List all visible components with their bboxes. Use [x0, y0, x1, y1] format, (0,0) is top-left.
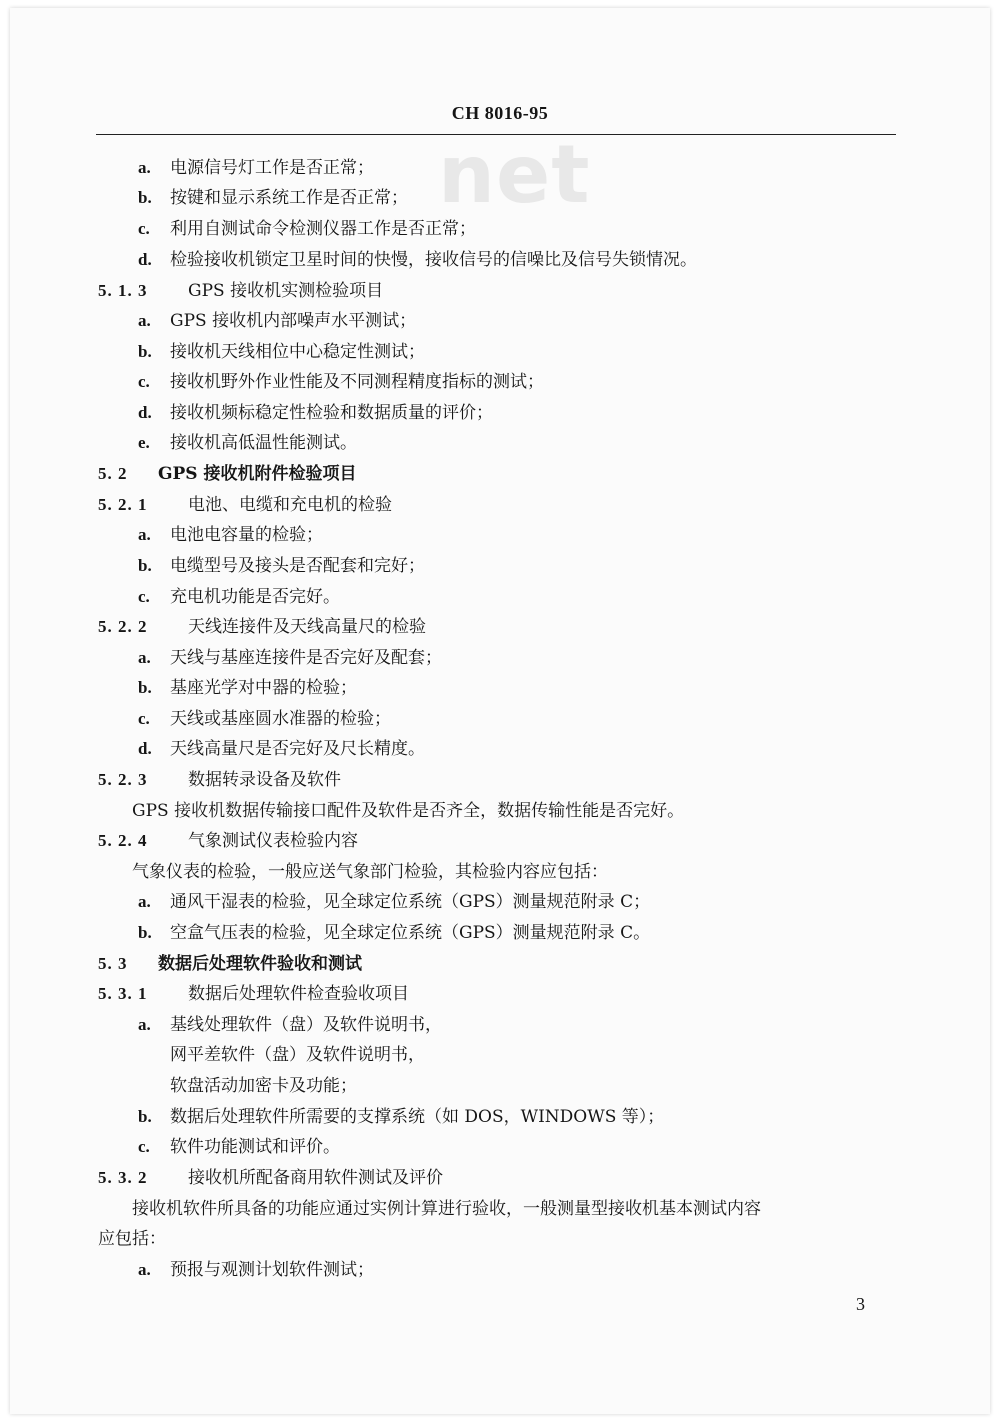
list-item: a. 通风干湿表的检验，见全球定位系统（GPS）测量规范附录 C；: [138, 892, 651, 912]
list-item: e. 接收机高低温性能测试。: [138, 433, 357, 453]
page-number: 3: [856, 1294, 865, 1314]
list-item-continuation: 网平差软件（盘）及软件说明书，: [170, 1045, 425, 1065]
paragraph: GPS 接收机数据传输接口配件及软件是否齐全，数据传输性能是否完好。: [132, 801, 685, 821]
section-heading: 5. 2. 4 气象测试仪表检验内容: [98, 831, 358, 851]
section-heading: 5. 2. 2 天线连接件及天线高量尺的检验: [98, 617, 426, 637]
list-item: d. 检验接收机锁定卫星时间的快慢，接收信号的信噪比及信号失锁情况。: [138, 250, 697, 270]
list-item: a. 预报与观测计划软件测试；: [138, 1260, 374, 1280]
list-item: b. 接收机天线相位中心稳定性测试；: [138, 342, 425, 362]
list-item: a. 天线与基座连接件是否完好及配套；: [138, 648, 442, 668]
list-item: c. 接收机野外作业性能及不同测程精度指标的测试；: [138, 372, 544, 392]
watermark: net: [438, 128, 591, 221]
section-heading: 5. 3 数据后处理软件验收和测试: [98, 954, 362, 974]
paragraph-continuation: 应包括：: [98, 1229, 166, 1249]
list-item: b. 数据后处理软件所需要的支撑系统（如 DOS，WINDOWS 等）；: [138, 1107, 665, 1127]
list-item: b. 基座光学对中器的检验；: [138, 678, 357, 698]
list-item: b. 电缆型号及接头是否配套和完好；: [138, 556, 425, 576]
document-header: CH 8016-95: [451, 103, 549, 123]
section-heading: 5. 3. 1 数据后处理软件检查验收项目: [98, 984, 409, 1004]
section-heading: 5. 2. 3 数据转录设备及软件: [98, 770, 341, 790]
paragraph: 接收机软件所具备的功能应通过实例计算进行验收，一般测量型接收机基本测试内容: [132, 1199, 761, 1219]
list-item: b. 空盒气压表的检验，见全球定位系统（GPS）测量规范附录 C。: [138, 923, 651, 943]
list-item-continuation: 软盘活动加密卡及功能；: [170, 1076, 357, 1096]
list-item: c. 天线或基座圆水准器的检验；: [138, 709, 391, 729]
list-item: b. 按键和显示系统工作是否正常；: [138, 188, 408, 208]
list-item: d. 接收机频标稳定性检验和数据质量的评价；: [138, 403, 493, 423]
paragraph: 气象仪表的检验，一般应送气象部门检验，其检验内容应包括：: [132, 862, 608, 882]
section-heading: 5. 3. 2 接收机所配备商用软件测试及评价: [98, 1168, 443, 1188]
list-item: c. 软件功能测试和评价。: [138, 1137, 340, 1157]
header-rule: [96, 134, 896, 135]
list-item: a. 基线处理软件（盘）及软件说明书，: [138, 1015, 442, 1035]
list-item: a. 电源信号灯工作是否正常；: [138, 158, 374, 178]
section-heading: 5. 2 GPS 接收机附件检验项目: [98, 464, 357, 484]
list-item: c. 利用自测试命令检测仪器工作是否正常；: [138, 219, 476, 239]
list-item: d. 天线高量尺是否完好及尺长精度。: [138, 739, 425, 759]
list-item: c. 充电机功能是否完好。: [138, 587, 340, 607]
list-item: a. 电池电容量的检验；: [138, 525, 323, 545]
section-heading: 5. 1. 3 GPS 接收机实测检验项目: [98, 281, 384, 301]
list-item: a. GPS 接收机内部噪声水平测试；: [138, 311, 417, 331]
section-heading: 5. 2. 1 电池、电缆和充电机的检验: [98, 495, 392, 515]
